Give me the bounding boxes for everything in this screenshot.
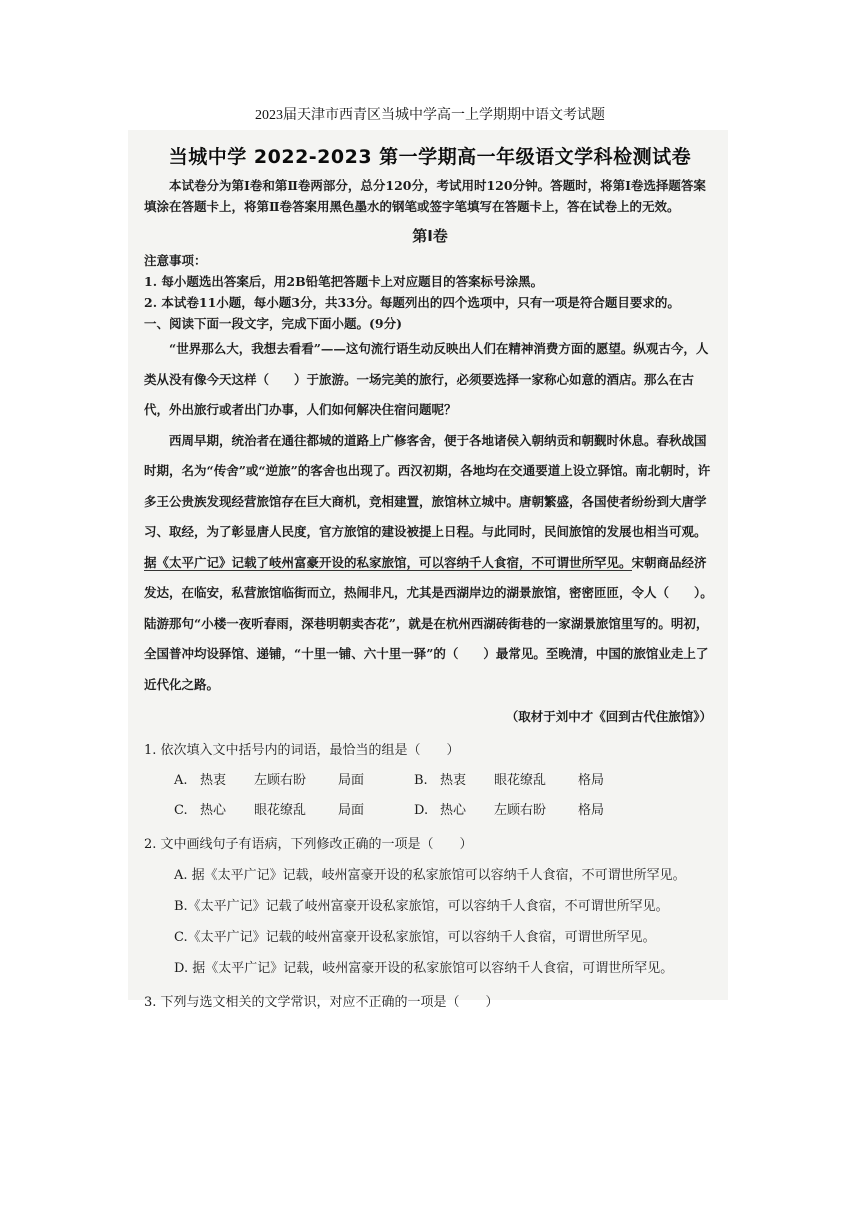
option-word: 热心 (440, 803, 467, 818)
question-1: 1. 依次填入文中括号内的词语，最恰当的组是（ ） (144, 743, 460, 758)
passage-paragraph-2-part-a: 西周早期，统治者在通往都城的道路上广修客舍，便于各地诸侯入朝纳贡和朝觐时休息。春秋战国时期，名为“传舍”或“逆旅”的客舍也出现了。西汉初期，各地均在交通要道上设立驿馆。南北朝时，许多王公贵族发现经营旅馆存在巨大商机，竞相建置，旅馆林立城中。唐朝繁盛，各国使者纷纷到大唐学习、取经，为了彰显唐人民度，官方旅馆的建设被提上日程。与此同时，民间旅馆的发展也相当可观。 (144, 432, 711, 539)
option-word: 局面 (338, 773, 365, 788)
option-word: 局面 (338, 803, 365, 818)
option-word: 眼花缭乱 (254, 803, 307, 818)
scanned-exam-page (128, 130, 728, 1010)
option-word: 格局 (578, 773, 605, 788)
question-2-options (174, 860, 716, 984)
section-1-heading: 一、阅读下面一段文字，完成下面小题。(9分) (144, 316, 403, 331)
option-word: 左顾右盼 (494, 803, 547, 818)
scan-content (144, 142, 716, 1018)
underlined-sentence: 据《太平广记》记载了岐州富豪开设的私家旅馆，可以容纳千人食宿，不可谓世所罕见。 (144, 554, 632, 570)
reading-passage (144, 334, 716, 700)
option-letter: C. (174, 803, 188, 818)
option-word: 热衷 (440, 773, 467, 788)
volume-heading: 第Ⅰ卷 (412, 227, 448, 245)
question-1-options (174, 766, 716, 826)
question-3: 3. 下列与选文相关的文学常识，对应不正确的一项是（ ） (144, 995, 499, 1010)
option-letter: B. (414, 773, 428, 788)
note-1: 1. 每小题选出答案后，用2B铅笔把答题卡上对应题目的答案标号涂黑。 (144, 274, 544, 289)
option-word: 眼花缭乱 (494, 773, 547, 788)
passage-paragraph-2 (144, 426, 716, 701)
q2-option-b: B.《太平广记》记载了岐州富豪开设私家旅馆，可以容纳千人食宿，不可谓世所罕见。 (174, 899, 669, 914)
exam-title: 当城中学 2022-2023 第一学期高一年级语文学科检测试卷 (168, 146, 692, 168)
q2-option-d: D. 据《太平广记》记载，岐州富豪开设的私家旅馆可以容纳千人食宿，可谓世所罕见。 (174, 961, 674, 976)
option-word: 格局 (578, 803, 605, 818)
notes-label: 注意事项： (144, 253, 207, 268)
q2-option-a: A. 据《太平广记》记载，岐州富豪开设的私家旅馆可以容纳千人食宿，不可谓世所罕见。 (174, 868, 686, 883)
passage-paragraph-2-part-b: 宋朝商品经济发达，在临安，私营旅馆临街而立，热闹非凡，尤其是西湖岸边的湖景旅馆，密密匝匝，令人（ ）。陆游那句“小楼一夜听春雨，深巷明朝卖杏花”，就是在杭州西湖砖街巷的一家湖景旅馆里写的。明初，全国普冲均设驿馆、递铺，“十里一铺、六十里一驿”的（ ）最常见。至晚清，中国的旅馆业走上了近代化之路。 (144, 554, 713, 692)
q2-option-c: C.《太平广记》记载的岐州富豪开设私家旅馆，可以容纳千人食宿，可谓世所罕见。 (174, 930, 656, 945)
option-word: 热衷 (200, 773, 227, 788)
q1-option-row (174, 796, 716, 826)
q1-option-row (174, 766, 716, 796)
option-word: 左顾右盼 (254, 773, 307, 788)
question-2: 2. 文中画线句子有语病，下列修改正确的一项是（ ） (144, 837, 473, 852)
passage-paragraph-1: “世界那么大，我想去看看”——这句流行语生动反映出人们在精神消费方面的愿望。纵观古今，人类从没有像今天这样（ ）于旅游。一场完美的旅行，必须要选择一家称心如意的酒店。那么在古代，外出旅行或者出门办事，人们如何解决住宿问题呢？ (144, 341, 709, 417)
note-2: 2. 本试卷11小题，每小题3分，共33分。每题列出的四个选项中，只有一项是符合题目要求的。 (144, 295, 680, 310)
option-letter: A. (174, 773, 188, 788)
exam-intro: 本试卷分为第Ⅰ卷和第Ⅱ卷两部分，总分120分，考试用时120分钟。答题时，将第Ⅰ卷选择题答案填涂在答题卡上，将第Ⅱ卷答案用黑色墨水的钢笔或签字笔填写在答题卡上，答在试卷上的无效。 (144, 178, 706, 214)
option-word: 热心 (200, 803, 227, 818)
passage-source: （取材于刘中才《回到古代住旅馆》） (505, 709, 712, 724)
option-letter: D. (414, 803, 429, 818)
document-title: 2023届天津市西青区当城中学高一上学期期中语文考试题 (255, 108, 605, 123)
